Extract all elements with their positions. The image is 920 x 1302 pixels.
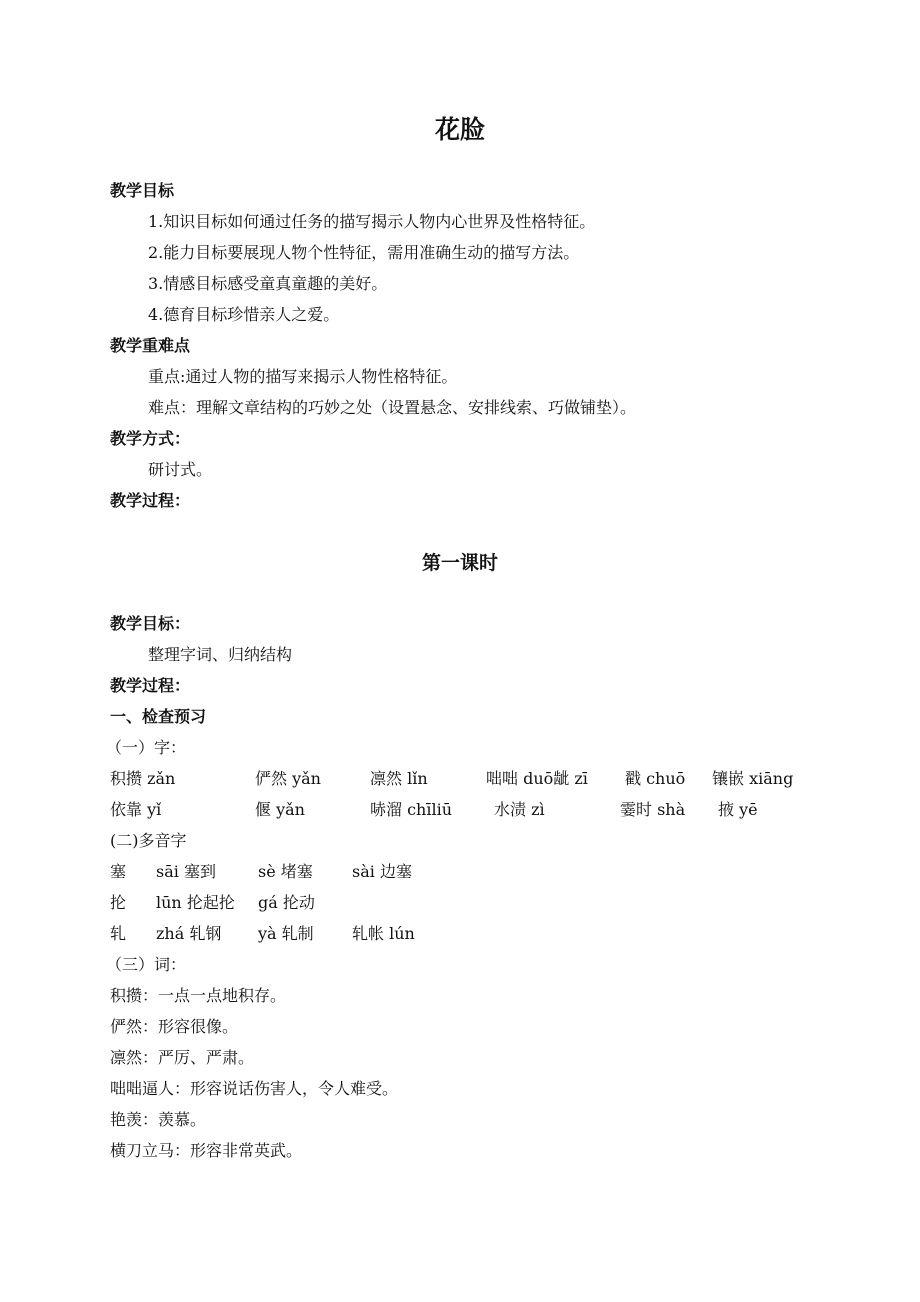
char-entry: 镶嵌 xiāng	[712, 769, 794, 788]
char-entry: 霎时 shà	[620, 800, 686, 819]
words-heading: （三）词：	[106, 955, 187, 974]
char-entry: 偃 yǎn	[255, 800, 305, 819]
polyphone-reading: sè 堵塞	[258, 862, 313, 881]
key-point-item: 重点:通过人物的描写来揭示人物性格特征。	[148, 367, 458, 386]
polyphone-reading: sài 边塞	[352, 862, 412, 881]
objective-item: 3.情感目标感受童真童趣的美好。	[148, 274, 388, 293]
word-definition: 咄咄逼人：形容说话伤害人，令人难受。	[110, 1079, 399, 1098]
chars-heading: （一）字：	[106, 738, 187, 757]
char-entry: 依靠 yǐ	[110, 800, 162, 819]
polyphone-reading: 轧帐 lún	[352, 924, 415, 943]
polyphone-heading: (二)多音字	[110, 831, 187, 850]
polyphone-reading: gá 抡动	[258, 893, 315, 912]
polyphone-reading: lūn 抡起抡	[156, 893, 235, 912]
char-entry: 凛然 lǐn	[370, 769, 428, 788]
word-definition: 俨然：形容很像。	[110, 1017, 239, 1036]
char-entry: 戳 chuō	[625, 769, 686, 788]
word-definition: 积攒：一点一点地积存。	[110, 986, 287, 1005]
polyphone-reading: sāi 塞到	[156, 862, 216, 881]
polyphone-char: 塞	[110, 862, 127, 881]
polyphone-reading: yà 轧制	[258, 924, 314, 943]
lesson-objective-value: 整理字词、归纳结构	[148, 645, 293, 664]
method-heading: 教学方式：	[110, 429, 191, 448]
objective-item: 2.能力目标要展现人物个性特征，需用准确生动的描写方法。	[148, 243, 580, 262]
section-heading: 一、检查预习	[110, 707, 207, 726]
document-title: 花脸	[434, 115, 485, 144]
lesson-title: 第一课时	[421, 552, 498, 574]
lesson-objective-heading: 教学目标：	[110, 614, 191, 633]
key-point-item: 难点：理解文章结构的巧妙之处（设置悬念、安排线索、巧做铺垫）。	[148, 398, 637, 417]
word-definition: 横刀立马：形容非常英武。	[110, 1141, 303, 1160]
char-entry: 咄咄 duō龇 zī	[486, 769, 588, 788]
word-definition: 艳羡：羡慕。	[110, 1110, 207, 1129]
lesson-process-heading: 教学过程：	[110, 676, 191, 695]
char-entry: 俨然 yǎn	[255, 769, 321, 788]
char-entry: 掖 yē	[718, 800, 758, 819]
char-entry: 哧溜 chīliū	[370, 800, 453, 819]
polyphone-char: 抡	[110, 893, 127, 912]
method-value: 研讨式。	[148, 460, 213, 479]
process-heading: 教学过程：	[110, 491, 191, 510]
key-points-heading: 教学重难点	[110, 336, 191, 355]
char-entry: 积攒 zǎn	[110, 769, 176, 788]
polyphone-char: 轧	[110, 924, 127, 943]
polyphone-reading: zhá 轧钢	[156, 924, 222, 943]
objective-item: 4.德育目标珍惜亲人之爱。	[148, 305, 340, 324]
word-definition: 凛然：严厉、严肃。	[110, 1048, 255, 1067]
objective-item: 1.知识目标如何通过任务的描写揭示人物内心世界及性格特征。	[148, 212, 596, 231]
objectives-heading: 教学目标	[110, 181, 175, 200]
char-entry: 水渍 zì	[494, 800, 545, 819]
